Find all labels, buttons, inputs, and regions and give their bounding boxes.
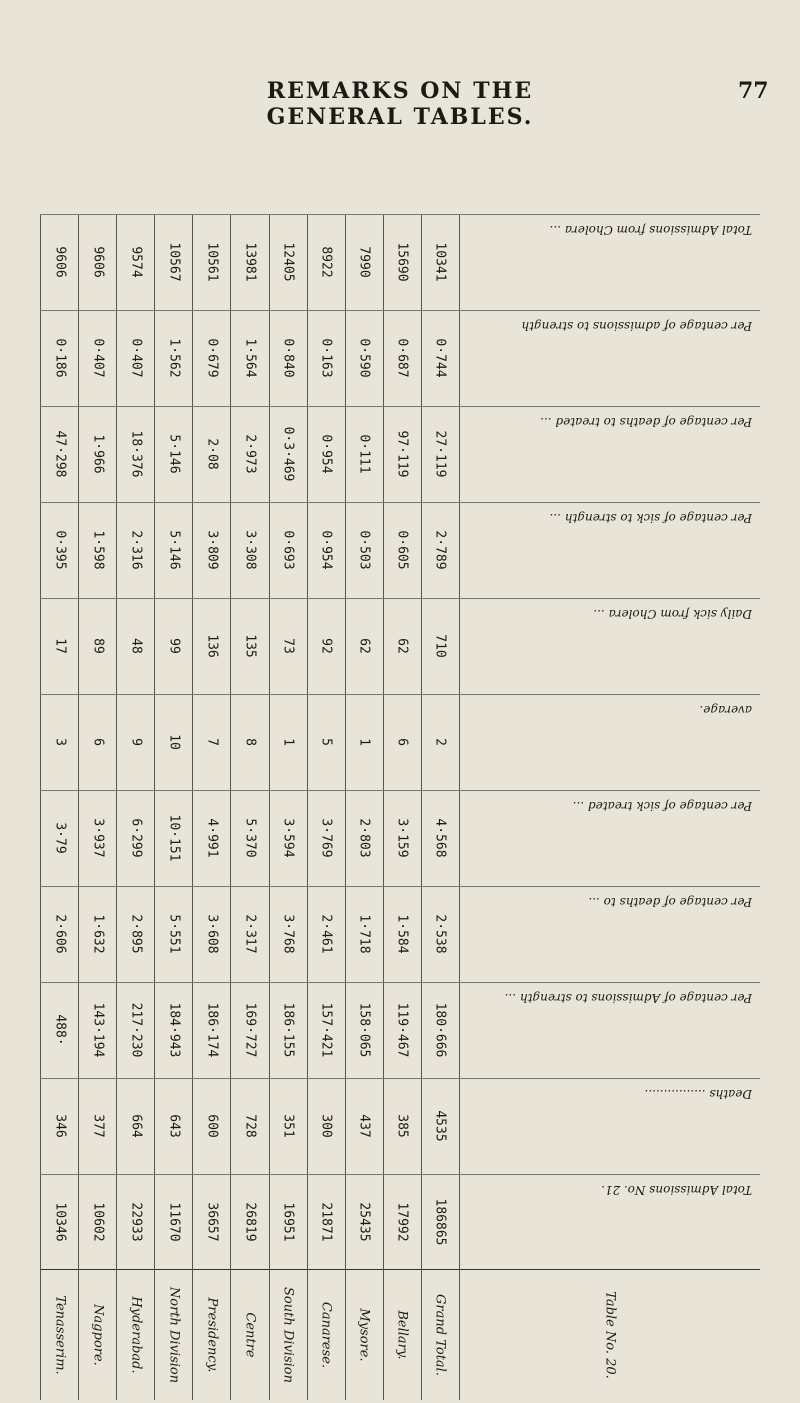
row-label: Per centage of sick to strength ... — [459, 503, 760, 598]
table-cell: 10341 — [421, 215, 459, 310]
table-cell: 8 — [230, 695, 268, 790]
table-cell: 9606 — [78, 215, 116, 310]
table-cell: 3·594 — [269, 791, 307, 886]
table-cell: 3·608 — [192, 887, 230, 982]
table-cell: 2·461 — [307, 887, 345, 982]
table-cell: 0·693 — [269, 503, 307, 598]
table-cell: 300 — [307, 1079, 345, 1174]
table-cell: 6 — [383, 695, 421, 790]
table-cell: 377 — [78, 1079, 116, 1174]
table-cell: 8922 — [307, 215, 345, 310]
column-headers — [40, 1269, 760, 1400]
row-label: Per centage of deaths to treated ... — [459, 407, 760, 502]
table-row — [40, 886, 760, 982]
table-cell: 136 — [192, 599, 230, 694]
table-cell: 0·3·469 — [269, 407, 307, 502]
table-cell: 217·230 — [116, 983, 154, 1078]
table-cell: 346 — [40, 1079, 78, 1174]
table-cell: 0·407 — [116, 311, 154, 406]
table-cell: 47·298 — [40, 407, 78, 502]
table-cell: 97·119 — [383, 407, 421, 502]
table-row — [40, 694, 760, 790]
column-header: Hyderabad. — [116, 1270, 154, 1400]
table-row — [40, 790, 760, 886]
table-cell: 3·79 — [40, 791, 78, 886]
table-cell: 10 — [154, 695, 192, 790]
table-cell: 5·146 — [154, 503, 192, 598]
table-cell: 36657 — [192, 1175, 230, 1270]
table-cell: 4535 — [421, 1079, 459, 1174]
table-cell: 2·317 — [230, 887, 268, 982]
column-header: South Division — [269, 1270, 307, 1400]
table-cell: 2·973 — [230, 407, 268, 502]
table-cell: 5 — [307, 695, 345, 790]
table-row — [40, 214, 760, 310]
table-cell: 0·186 — [40, 311, 78, 406]
table-cell: 0·954 — [307, 407, 345, 502]
table-cell: 3·308 — [230, 503, 268, 598]
table-cell: 1·584 — [383, 887, 421, 982]
table-cell: 600 — [192, 1079, 230, 1174]
table-cell: 488· — [40, 983, 78, 1078]
table-cell: 1·718 — [345, 887, 383, 982]
table-cell: 10602 — [78, 1175, 116, 1270]
table-cell: 4·991 — [192, 791, 230, 886]
column-header: Tenasserim. — [40, 1270, 78, 1400]
table-cell: 180·666 — [421, 983, 459, 1078]
table-cell: 2·895 — [116, 887, 154, 982]
table-cell: 26819 — [230, 1175, 268, 1270]
column-header: North Division — [154, 1270, 192, 1400]
row-label: Per centage of sick treated ... — [459, 791, 760, 886]
table-cell: 16951 — [269, 1175, 307, 1270]
table-cell: 0·679 — [192, 311, 230, 406]
table-cell: 0·954 — [307, 503, 345, 598]
table-cell: 3·159 — [383, 791, 421, 886]
page-header — [0, 0, 800, 130]
table-cell: 1·564 — [230, 311, 268, 406]
table-cell: 27·119 — [421, 407, 459, 502]
table-cell: 22933 — [116, 1175, 154, 1270]
table-cell: 2·538 — [421, 887, 459, 982]
table-cell: 437 — [345, 1079, 383, 1174]
table-cell: 0·605 — [383, 503, 421, 598]
table-cell: 12405 — [269, 215, 307, 310]
table-cell: 9574 — [116, 215, 154, 310]
table-cell: 186·174 — [192, 983, 230, 1078]
table-cell: 92 — [307, 599, 345, 694]
statistics-table — [40, 120, 760, 1400]
table-cell: 1·598 — [78, 503, 116, 598]
row-label: Total Admissions from Cholera ... — [459, 215, 760, 310]
table-cell: 5·146 — [154, 407, 192, 502]
table-cell: 10346 — [40, 1175, 78, 1270]
table-cell: 3·768 — [269, 887, 307, 982]
row-label: average. — [459, 695, 760, 790]
column-header: Bellary. — [383, 1270, 421, 1400]
table-cell: 186865 — [421, 1175, 459, 1270]
column-header: Canarese. — [307, 1270, 345, 1400]
table-cell: 1·632 — [78, 887, 116, 982]
table-cell: 728 — [230, 1079, 268, 1174]
table-cell: 18·376 — [116, 407, 154, 502]
table-cell: 1·966 — [78, 407, 116, 502]
column-header: Presidency. — [192, 1270, 230, 1400]
table-cell: 0·395 — [40, 503, 78, 598]
table-cell: 0·687 — [383, 311, 421, 406]
table-row — [40, 1078, 760, 1174]
table-cell: 351 — [269, 1079, 307, 1174]
table-cell: 186·155 — [269, 983, 307, 1078]
table-cell: 17992 — [383, 1175, 421, 1270]
table-cell: 9 — [116, 695, 154, 790]
table-cell: 0·407 — [78, 311, 116, 406]
table-cell: 62 — [345, 599, 383, 694]
column-header-label — [459, 1270, 760, 1400]
table-cell: 1·562 — [154, 311, 192, 406]
table-cell: 2·803 — [345, 791, 383, 886]
table-cell: 169·727 — [230, 983, 268, 1078]
table-cell: 119·467 — [383, 983, 421, 1078]
page-title: REMARKS ON THE GENERAL TABLES. — [266, 78, 534, 130]
table-cell: 135 — [230, 599, 268, 694]
table-cell: 62 — [383, 599, 421, 694]
table-cell: 3·937 — [78, 791, 116, 886]
table-row — [40, 310, 760, 406]
table-cell: 17 — [40, 599, 78, 694]
table-cell: 385 — [383, 1079, 421, 1174]
table-cell: 0·503 — [345, 503, 383, 598]
table-cell: 5·370 — [230, 791, 268, 886]
table-cell: 2·08 — [192, 407, 230, 502]
table-cell: 0·111 — [345, 407, 383, 502]
table-cell: 3·809 — [192, 503, 230, 598]
row-label: Total Admissions No. 21. — [459, 1175, 760, 1270]
table-cell: 3 — [40, 695, 78, 790]
table-cell: 15690 — [383, 215, 421, 310]
column-header: Mysore. — [345, 1270, 383, 1400]
table-cell: 21871 — [307, 1175, 345, 1270]
table-cell: 2 — [421, 695, 459, 790]
column-header: Grand Total. — [421, 1270, 459, 1400]
page-number: 77 — [738, 78, 769, 104]
table-cell: 89 — [78, 599, 116, 694]
table-caption: Table No. 20. — [602, 1291, 618, 1379]
table-cell: 0·744 — [421, 311, 459, 406]
table-cell: 13981 — [230, 215, 268, 310]
table-cell: 10561 — [192, 215, 230, 310]
table-cell: 99 — [154, 599, 192, 694]
column-header: Centre — [230, 1270, 268, 1400]
table-row — [40, 598, 760, 694]
table-cell: 710 — [421, 599, 459, 694]
table-cell: 11670 — [154, 1175, 192, 1270]
table-cell: 1 — [345, 695, 383, 790]
table-cell: 6·299 — [116, 791, 154, 886]
table-row — [40, 502, 760, 598]
table-cell: 2·789 — [421, 503, 459, 598]
table-cell: 2·606 — [40, 887, 78, 982]
table-cell: 0·840 — [269, 311, 307, 406]
table-row — [40, 1174, 760, 1270]
column-header: Nagpore. — [78, 1270, 116, 1400]
table-cell: 0·163 — [307, 311, 345, 406]
table-cell: 157·421 — [307, 983, 345, 1078]
table-cell: 143·194 — [78, 983, 116, 1078]
table-cell: 6 — [78, 695, 116, 790]
row-label: Per centage of deaths to ... — [459, 887, 760, 982]
table-row — [40, 406, 760, 502]
table-cell: 5·551 — [154, 887, 192, 982]
table-cell: 643 — [154, 1079, 192, 1174]
table-cell: 10567 — [154, 215, 192, 310]
table-cell: 1 — [269, 695, 307, 790]
row-label: Per centage of Admissions to strength ... — [459, 983, 760, 1078]
table-cell: 664 — [116, 1079, 154, 1174]
table-cell: 7 — [192, 695, 230, 790]
table-cell: 25435 — [345, 1175, 383, 1270]
table-cell: 2·316 — [116, 503, 154, 598]
row-label: Daily sick from Cholera ... — [459, 599, 760, 694]
table-cell: 7990 — [345, 215, 383, 310]
table-cell: 48 — [116, 599, 154, 694]
table-body — [40, 223, 760, 1270]
table-cell: 9606 — [40, 215, 78, 310]
table-row — [40, 982, 760, 1078]
row-label: Per centage of admissions to strength — [459, 311, 760, 406]
table-cell: 73 — [269, 599, 307, 694]
table-cell: 4·568 — [421, 791, 459, 886]
table-cell: 3·769 — [307, 791, 345, 886]
row-label: Deaths ................ — [459, 1079, 760, 1174]
table-cell: 158·065 — [345, 983, 383, 1078]
table-cell: 184·943 — [154, 983, 192, 1078]
table-cell: 10·151 — [154, 791, 192, 886]
table-cell: 0·590 — [345, 311, 383, 406]
